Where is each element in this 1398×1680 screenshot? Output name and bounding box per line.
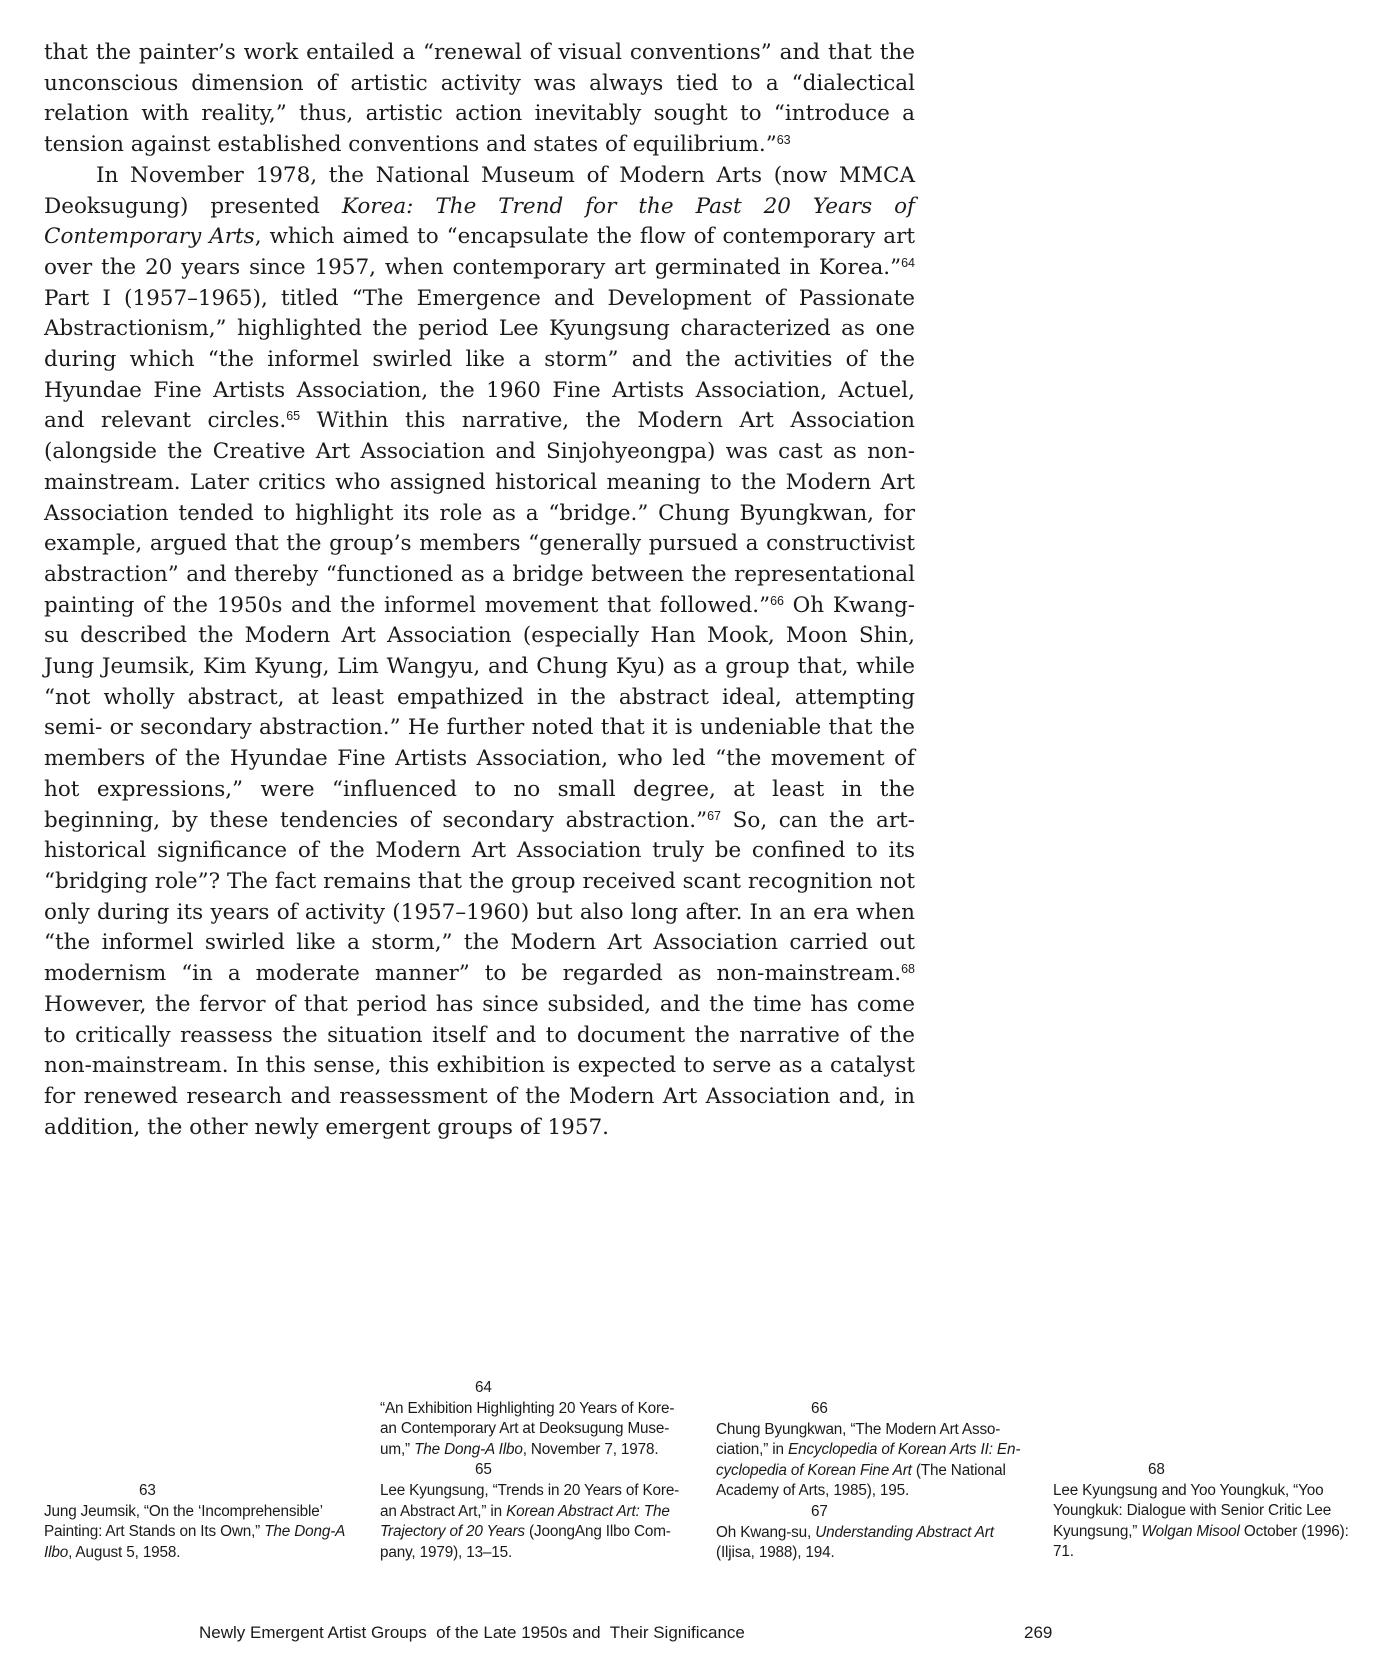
footnote-66 bbox=[716, 1420, 1022, 1502]
footnote-64-italic: The Dong-A Ilbo bbox=[414, 1440, 523, 1458]
footnote-column-1 bbox=[44, 1481, 350, 1563]
footnote-68-text-2: October (1996): 71. bbox=[1053, 1522, 1349, 1561]
footnote-67 bbox=[716, 1523, 1022, 1564]
footnote-67-text-1: Oh Kwang-su, bbox=[716, 1523, 816, 1541]
paragraph-2-text-1: In November 1978, the National Museum of Modern Arts (now MMCA Deoksugung) presented bbox=[44, 162, 915, 219]
footnote-66-text-1: Chung Byungkwan, “The Modern Art Association,” in bbox=[716, 1420, 1001, 1459]
footnote-63-text-2: , August 5, 1958. bbox=[68, 1543, 181, 1561]
running-footer-title: Newly Emergent Artist Groups of the Late 1950s and Their Significance bbox=[199, 1623, 745, 1642]
footnote-ref-67[interactable]: 67 bbox=[707, 808, 722, 823]
footnote-68-text-1: Lee Kyungsung and Yoo Youngkuk, “Yoo Youngkuk: Dialogue with Senior Critic Lee Kyungsung,” bbox=[1053, 1481, 1332, 1540]
footnote-number-67: 67 bbox=[811, 1502, 828, 1520]
footnote-ref-66[interactable]: 66 bbox=[770, 593, 784, 608]
footnote-column-4 bbox=[1053, 1460, 1359, 1563]
paragraph-2-text-2: , which aimed to “encapsulate the flow of contemporary art over the 20 years since 1957, when contemporary art germinated in Korea.” bbox=[44, 224, 915, 280]
footnote-number-65: 65 bbox=[475, 1461, 492, 1479]
footnote-63-italic: The Dong-A Ilbo bbox=[44, 1523, 345, 1561]
footnote-66-text-2: (The National Academy of Arts, 1985), 195. bbox=[716, 1461, 1006, 1500]
footnote-number-68: 68 bbox=[1148, 1461, 1165, 1478]
footnote-66-italic: Encyclopedia of Korean Arts II: Encyclopedia of Korean Fine Art bbox=[716, 1441, 1021, 1479]
footnote-67-text-2: (Iljisa, 1988), 194. bbox=[716, 1544, 835, 1562]
exhibition-title: Korea: The Trend for the Past 20 Years of Contemporary Arts bbox=[44, 193, 915, 250]
footnote-64-text-1: “An Exhibition Highlighting 20 Years of Korean Contemporary Art at Deoksugung Museum,” bbox=[380, 1399, 675, 1458]
paragraph-1-text: that the painter’s work entailed a “renewal of visual conventions” and that the unconscious dimension of artistic activity was always tied to a “dialectical relation with reality,” thus, artistic action inevitably sought to “introduce a tension against established conventions and states of equilibrium.” bbox=[44, 40, 915, 158]
paragraph-2-text-3: Part I (1957–1965), titled “The Emergence and Development of Passionate Abstractionism,” highlighted the period Lee Kyungsung characterized as one during which “the informel swirled like a storm” and the activities of the Hyundae Fine Artists Association, the 1960 Fine Artists Association, Actuel, and relevant circles. bbox=[44, 285, 915, 434]
paragraph-1 bbox=[44, 38, 915, 161]
footnote-number-63: 63 bbox=[139, 1482, 156, 1499]
footnote-63-text-1: Jung Jeumsik, “On the ‘Incomprehensible’ Painting: Art Stands on Its Own,” bbox=[44, 1502, 323, 1541]
footnote-65-text-1: Lee Kyungsung, “Trends in 20 Years of Korean Abstract Art,” in bbox=[380, 1481, 680, 1520]
paragraph-2-text-6: So, can the art-historical significance of the Modern Art Association truly be confined to its “bridging role”? The fact remains that the group received scant recognition not only during its years of activity (1957–1960) but also long after. In an era when “the informel swirled like a storm,” the Modern Art Association carried out modernism “in a moderate manner” to be regarded as non-mainstream. bbox=[44, 807, 916, 987]
paragraph-2 bbox=[44, 161, 915, 1144]
footnote-68-italic: Wolgan Misool bbox=[1141, 1522, 1240, 1540]
paragraph-2-text-4: Within this narrative, the Modern Art Association (alongside the Creative Art Association and Sinjohyeongpa) was cast as non-mainstream. Later critics who assigned historical meaning to the Modern Art Association tended to highlight its role as a “bridge.” Chung Byungkwan, for example, argued that the group’s members “generally pursued a constructivist abstraction” and thereby “functioned as a bridge between the representational painting of the 1950s and the informel movement that followed.” bbox=[44, 408, 915, 618]
footnote-ref-64[interactable]: 64 bbox=[901, 255, 915, 270]
footnote-number-64: 64 bbox=[475, 1379, 492, 1396]
footnote-ref-65[interactable]: 65 bbox=[286, 409, 301, 424]
footnote-column-2 bbox=[380, 1378, 686, 1563]
paragraph-2-text-5: Oh Kwang-su described the Modern Art Association (especially Han Mook, Moon Shin, Jung Jeumsik, Kim Kyung, Lim Wangyu, and Chung Kyu) as a group that, while “not wholly abstract, at least empathized in the abstract ideal, attempting semi- or secondary abstraction.” He further noted that it is undeniable that the members of the Hyundae Fine Artists Association, who led “the movement of hot expressions,” were “influenced to no small degree, at least in the beginning, by these tendencies of secondary abstraction.” bbox=[44, 592, 915, 833]
footnote-64-text-2: , November 7, 1978. bbox=[522, 1440, 659, 1458]
footnote-number-66: 66 bbox=[811, 1400, 828, 1417]
paragraph-2-text-7: However, the fervor of that period has since subsided, and the time has come to critically reassess the situation itself and to document the narrative of the non-mainstream. In this sense, this exhibition is expected to serve as a catalyst for renewed research and reassessment of the Modern Art Association and, in addition, the other newly emergent groups of 1957. bbox=[44, 991, 915, 1140]
page-number: 269 bbox=[1024, 1623, 1053, 1642]
footnote-63 bbox=[44, 1502, 350, 1564]
footnote-64 bbox=[380, 1399, 686, 1461]
footnote-ref-63[interactable]: 63 bbox=[776, 133, 791, 148]
body-text bbox=[44, 38, 915, 1143]
footnote-65-italic: Korean Abstract Art: The Trajectory of 20 Years bbox=[380, 1502, 670, 1541]
footnote-65-text-2: (JoongAng Ilbo Company, 1979), 13–15. bbox=[380, 1523, 671, 1561]
footnote-68 bbox=[1053, 1481, 1359, 1563]
footnote-65 bbox=[380, 1481, 686, 1563]
footnote-67-italic: Understanding Abstract Art bbox=[815, 1523, 994, 1541]
footnote-column-3 bbox=[716, 1399, 1022, 1564]
footnote-ref-68[interactable]: 68 bbox=[901, 962, 915, 977]
